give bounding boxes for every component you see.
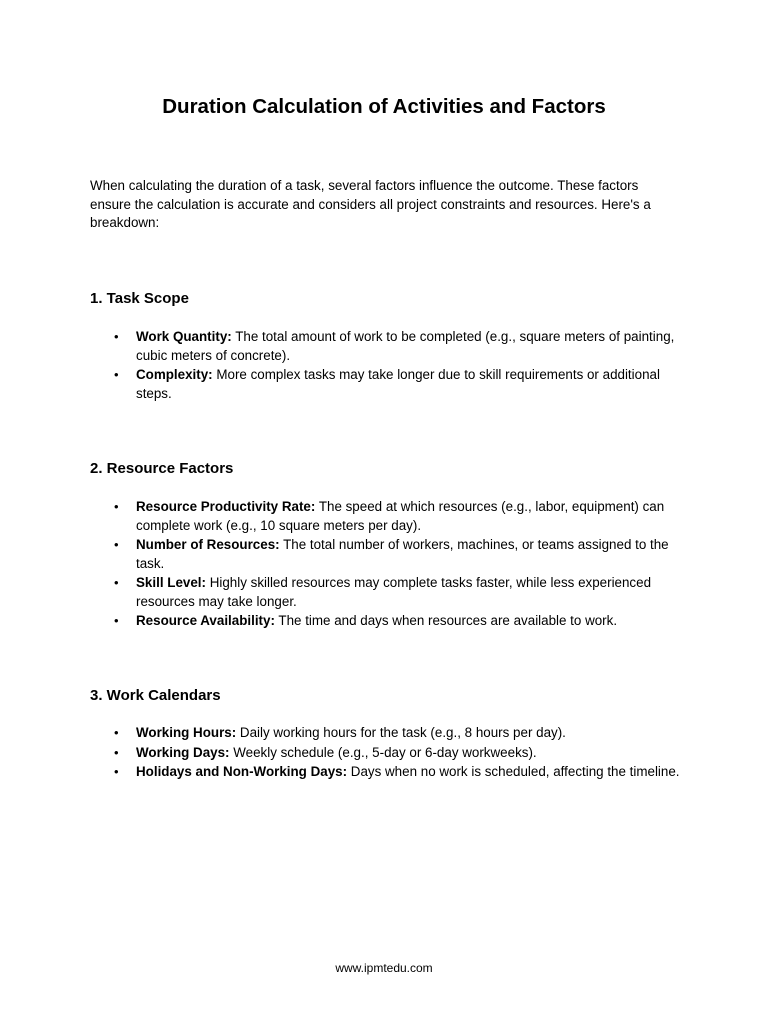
list-item-term: Resource Availability:	[136, 613, 275, 628]
list-item-text: Days when no work is scheduled, affecting the timeline.	[347, 764, 680, 779]
list-item-text: Highly skilled resources may complete tasks faster, while less experienced resources may take longer.	[136, 575, 652, 609]
list-item-text: The total amount of work to be completed (e.g., square meters of painting, cubic meters of concrete).	[136, 329, 675, 363]
bullet-icon: •	[114, 537, 119, 552]
list-item-term: Complexity:	[136, 367, 213, 382]
list-item-term: Working Days:	[136, 744, 230, 760]
bullet-icon: •	[114, 499, 119, 514]
list-item-term: Number of Resources:	[136, 537, 280, 552]
bullet-icon: •	[114, 764, 119, 779]
section-heading: 3. Work Calendars	[90, 687, 221, 704]
section-task-scope	[90, 289, 690, 401]
bullet-icon: •	[114, 575, 119, 590]
list-item	[90, 744, 690, 763]
list-item-term: Work Quantity:	[136, 329, 232, 344]
bullet-icon: •	[114, 367, 119, 382]
footer-url: www.ipmtedu.com	[335, 961, 433, 975]
list-item	[90, 536, 690, 573]
bullet-list	[90, 498, 690, 632]
list-item-text: The total number of workers, machines, or teams assigned to the task.	[136, 537, 669, 571]
list-item-term: Holidays and Non-Working Days:	[136, 764, 348, 779]
intro-paragraph: When calculating the duration of a task, several factors influence the outcome. These factors ensure the calculation is accurate and considers all project constraints and resources. Here's a breakdown:	[90, 178, 651, 230]
bullet-icon: •	[114, 725, 119, 740]
bullet-list	[90, 724, 690, 783]
bullet-list	[90, 328, 690, 404]
list-item-term: Skill Level:	[136, 575, 206, 590]
section-work-calendars	[90, 686, 690, 779]
list-item	[90, 498, 690, 535]
section-heading: 1. Task Scope	[90, 290, 189, 307]
bullet-icon: •	[114, 744, 119, 760]
list-item	[90, 574, 690, 611]
bullet-icon: •	[114, 329, 119, 344]
list-item-text: The time and days when resources are available to work.	[274, 613, 618, 628]
list-item-text: More complex tasks may take longer due to skill requirements or additional steps.	[136, 367, 660, 401]
list-item	[90, 724, 690, 743]
section-resource-factors	[90, 459, 690, 628]
section-heading: 2. Resource Factors	[90, 460, 234, 477]
list-item-text: Daily working hours for the task (e.g., 8 hours per day).	[236, 725, 566, 740]
page-title: Duration Calculation of Activities and Factors	[162, 95, 606, 118]
bullet-icon: •	[114, 613, 119, 628]
list-item	[90, 366, 690, 403]
list-item-text: The speed at which resources (e.g., labor, equipment) can complete work (e.g., 10 square meters per day).	[136, 499, 665, 533]
list-item-text: Weekly schedule (e.g., 5-day or 6-day workweeks).	[229, 744, 537, 760]
list-item	[90, 763, 690, 782]
list-item-term: Working Hours:	[136, 725, 237, 740]
list-item-term: Resource Productivity Rate:	[136, 499, 316, 514]
list-item	[90, 612, 690, 631]
list-item	[90, 328, 690, 365]
